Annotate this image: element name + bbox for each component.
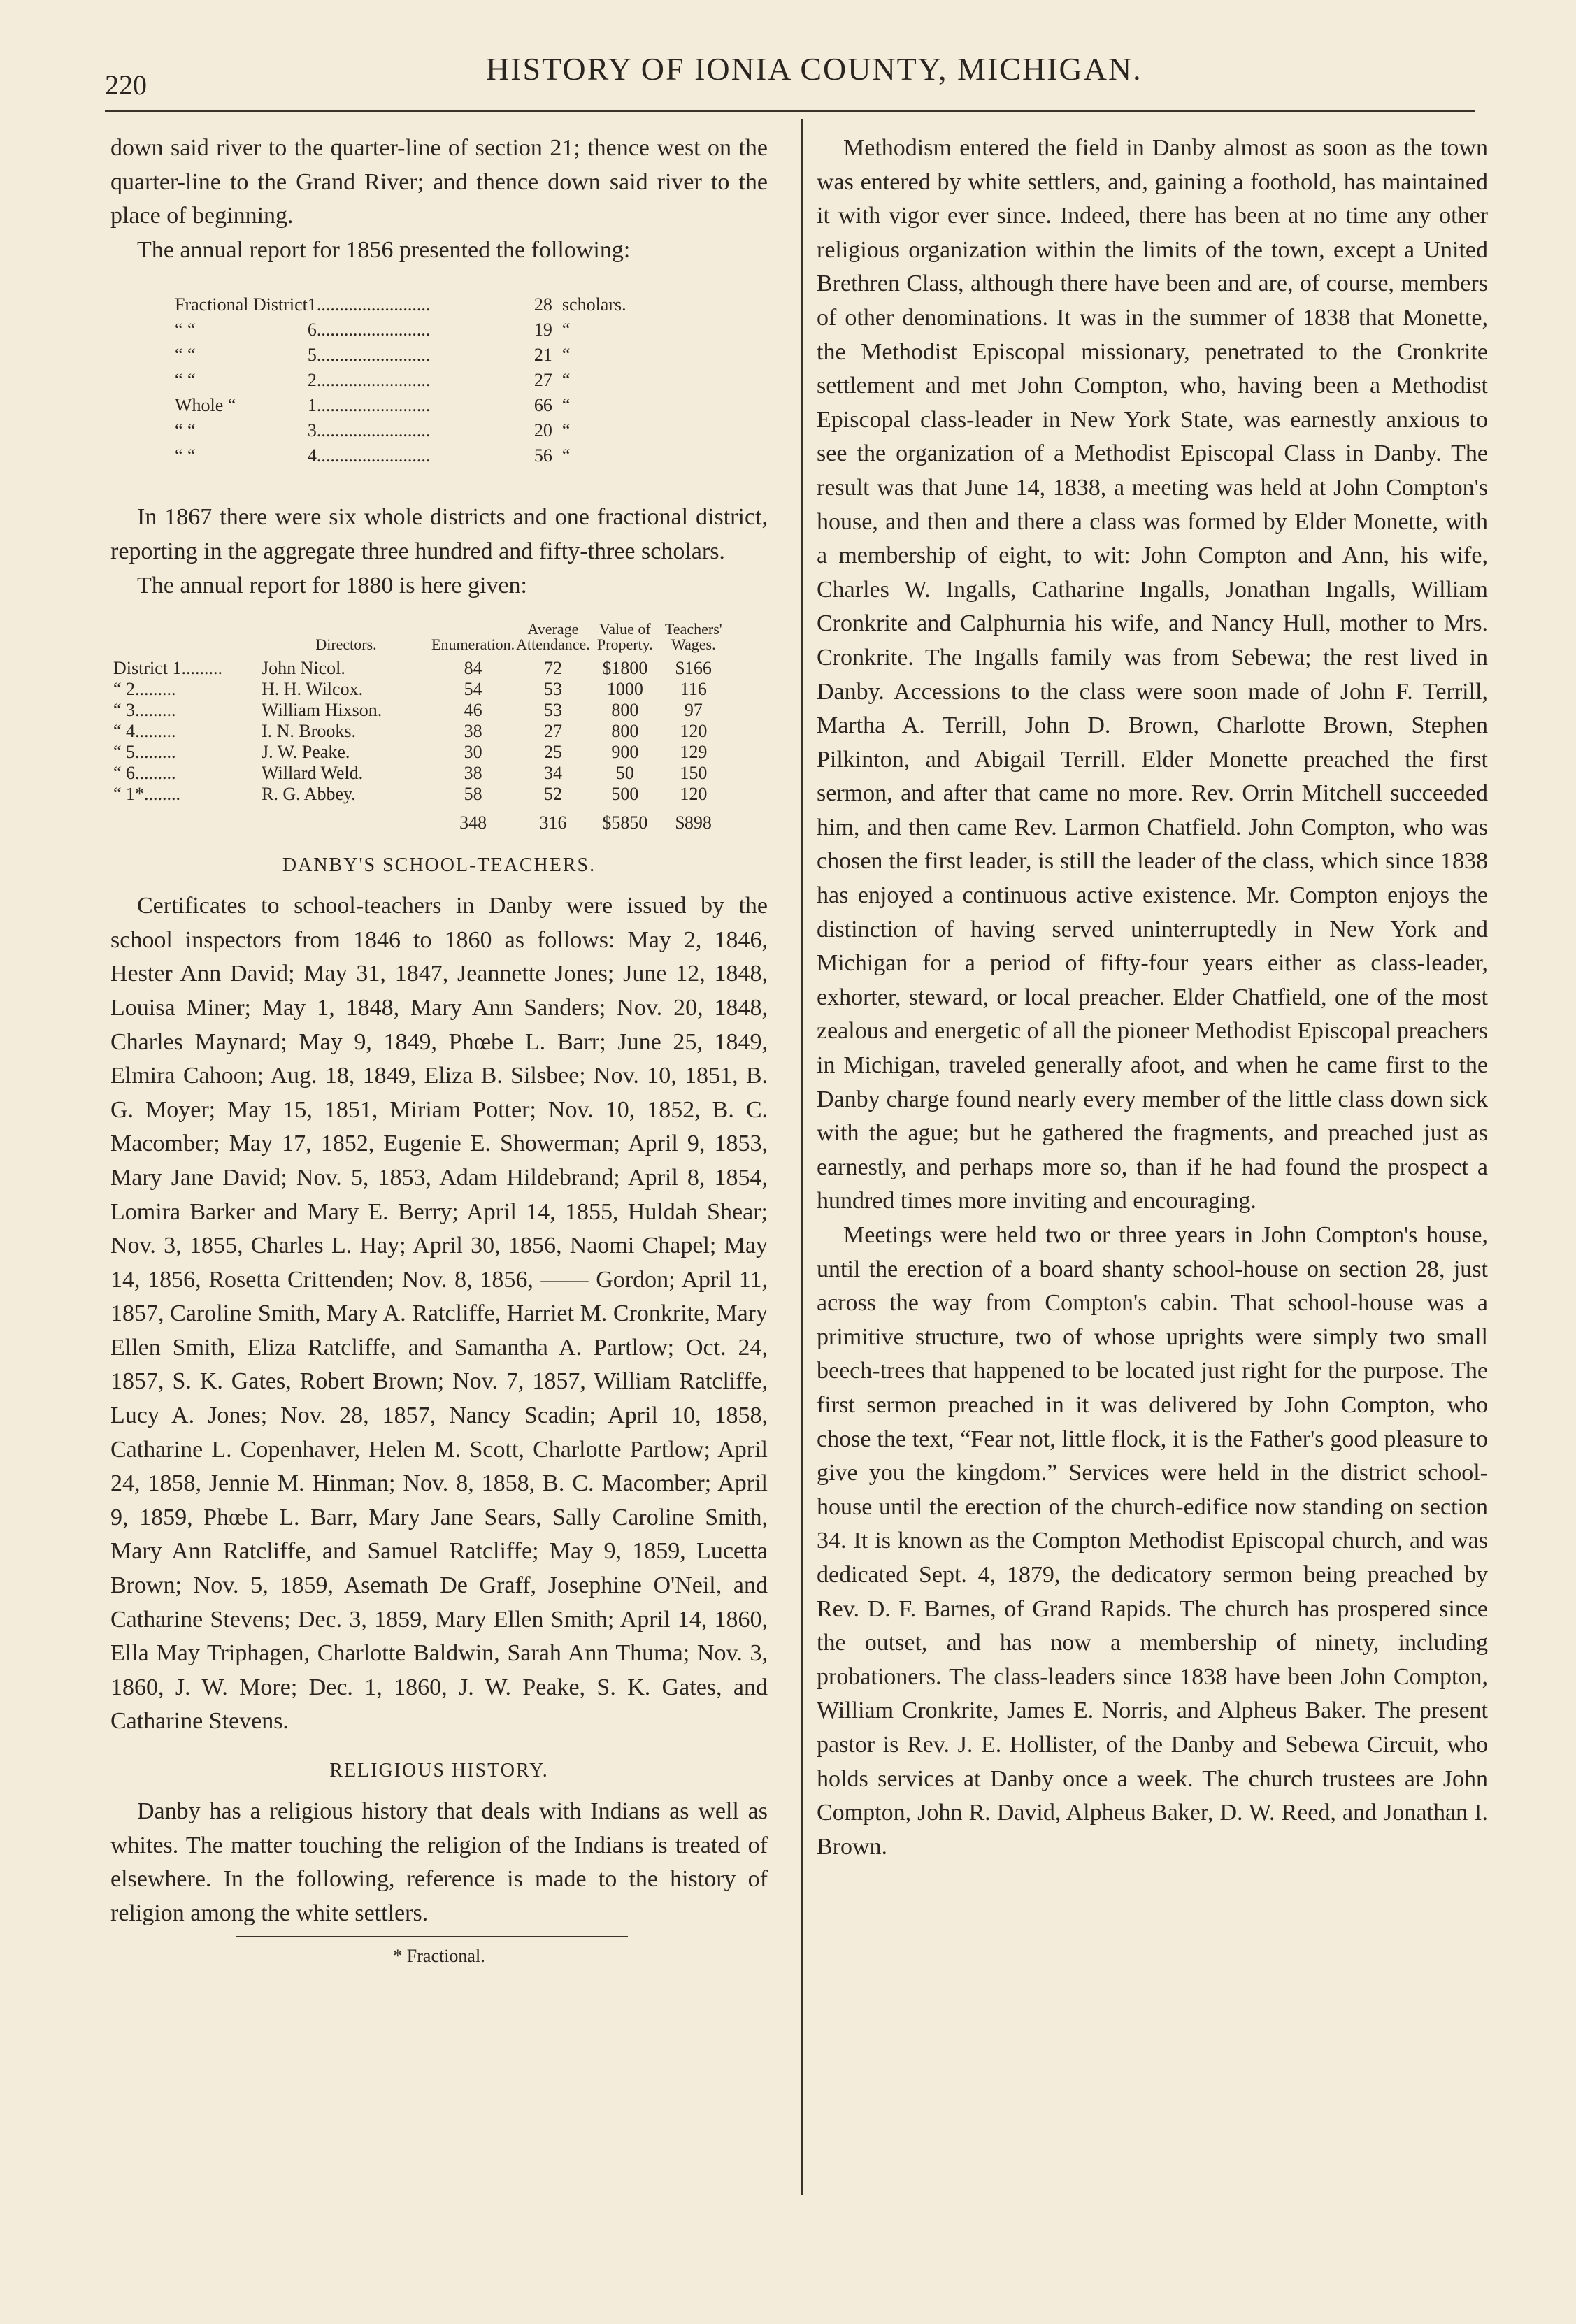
page-number: 220	[105, 69, 147, 101]
attendance: 53	[543, 700, 562, 721]
table-row: “ 3......... William Hixson. 46 53 800 97	[113, 700, 728, 721]
header-property: Value of Property.	[596, 620, 653, 654]
table-row: “ 2......... H. H. Wilcox. 54 53 1000 116	[113, 679, 728, 700]
attendance: 25	[543, 742, 562, 763]
property-value: 800	[611, 700, 639, 721]
unit-label: “	[561, 345, 571, 366]
header-attendance: Average Attendance.	[516, 620, 590, 654]
scholar-count: 28	[533, 294, 552, 315]
paragraph-religious-history: Danby has a religious history that deals with Indians as well as whites. The matter touching the religion of the Indians is treated of elsewhere. In the following, reference is made to the history of religion among the white settlers.	[110, 1798, 768, 1926]
table-row: “ “ 5......................... 21 “	[175, 343, 626, 368]
district: District 1	[113, 658, 182, 679]
district: “ 3	[113, 700, 136, 721]
district-kind: “ “	[175, 420, 196, 441]
table-row: Whole “ 1......................... 66 “	[175, 393, 626, 418]
unit-label: “	[561, 445, 571, 466]
total-attendance: 316	[515, 805, 591, 834]
left-column	[110, 131, 768, 1967]
district: “ 2	[113, 679, 136, 700]
enumeration: 46	[464, 700, 482, 721]
table-row: Fractional District 1......................... 28 scholars.	[175, 292, 626, 317]
header-rule	[105, 110, 1475, 112]
attendance: 27	[543, 721, 562, 742]
total-property: $5850	[591, 805, 659, 834]
header-directors: Directors.	[315, 636, 377, 654]
paragraph-report-1856-intro: The annual report for 1856 presented the following:	[137, 236, 631, 263]
table-row: “ “ 4......................... 56 “	[175, 443, 626, 468]
paragraph-1867: In 1867 there were six whole districts and one fractional district, reporting in the aggregate three hundred and fifty-three scholars.	[110, 504, 768, 564]
director: H. H. Wilcox.	[262, 679, 364, 700]
table-row: “ 6......... Willard Weld. 38 34 50 150	[113, 763, 728, 784]
paragraph-meetings: Meetings were held two or three years in John Compton's house, until the erection of a board shanty school-house on section 28, just across the way from Compton's cabin. That school-house was a primitive structure, two of whose uprights were simply two small beech-trees that happened to be located just right for the purpose. The first sermon preached in it was delivered by John Compton, who chose the text, “Fear not, little flock, it is the Father's good pleasure to give you the kingdom.” Services were held in the district school-house until the erection of the church-edifice now standing on section 34. It is known as the Compton Methodist Episcopal church, and was dedicated Sept. 4, 1879, the dedicatory sermon being preached by Rev. D. F. Barnes, of Grand Rapids. The church has prospered since the outset, and has now a membership of ninety, including probationers. The class-leaders since 1838 have been John Compton, William Cronkrite, James E. Norris, and Alpheus Baker. The present pastor is Rev. J. E. Hollister, of the Danby and Sebewa Circuit, who holds services at Danby once a week. The church trustees are John Compton, John R. David, Alpheus Baker, D. W. Reed, and Jonathan I. Brown.	[817, 1222, 1488, 1860]
teacher-wages: 120	[680, 784, 708, 805]
director: John Nicol.	[262, 658, 345, 679]
district-number: 1	[307, 395, 317, 416]
teacher-wages: 116	[680, 679, 707, 700]
enumeration: 30	[464, 742, 482, 763]
footnote-rule	[236, 1936, 628, 1937]
attendance: 34	[543, 763, 562, 784]
table-row: District 1......... John Nicol. 84 72 $1800 $166	[113, 658, 728, 679]
header-wages: Teachers' Wages.	[664, 620, 722, 654]
director: Willard Weld.	[262, 763, 364, 784]
director: R. G. Abbey.	[262, 784, 356, 805]
scholar-count: 56	[533, 445, 552, 466]
teacher-wages: 97	[684, 700, 703, 721]
unit-label: “	[561, 420, 571, 441]
teacher-wages: 120	[680, 721, 708, 742]
unit-label: “	[561, 320, 571, 340]
enumeration: 84	[464, 658, 482, 679]
district: “ 5	[113, 742, 136, 763]
district-number: 5	[307, 345, 317, 366]
district-number: 1	[307, 294, 317, 315]
teacher-wages: 150	[680, 763, 708, 784]
attendance: 52	[543, 784, 562, 805]
footnote: * Fractional.	[393, 1946, 485, 1967]
heading-religious-history: RELIGIOUS HISTORY.	[329, 1760, 549, 1781]
scholar-count: 66	[533, 395, 552, 416]
table-row: “ 4......... I. N. Brooks. 38 27 800 120	[113, 721, 728, 742]
director: J. W. Peake.	[262, 742, 350, 763]
table-row: “ “ 2......................... 27 “	[175, 368, 626, 393]
header-enumeration: Enumeration.	[431, 636, 515, 654]
director: I. N. Brooks.	[262, 721, 357, 742]
attendance: 53	[543, 679, 562, 700]
unit-label: scholars.	[561, 294, 626, 315]
district-number: 3	[307, 420, 317, 441]
property-value: 50	[615, 763, 634, 784]
district-kind: “ “	[175, 370, 196, 391]
right-column	[817, 131, 1488, 1864]
attendance: 72	[543, 658, 562, 679]
total-wages: $898	[659, 805, 728, 834]
paragraph-methodism: Methodism entered the field in Danby almost as soon as the town was entered by white settlers, and, gaining a foothold, has maintained it with vigor ever since. Indeed, there has been at no time any other religious organization within the limits of the town, except a United Brethren Class, although there have been and are, of course, members of other denominations. It was in the summer of 1838 that Monette, the Methodist Episcopal missionary, penetrated to the Cronkrite settlement and met John Compton, who, having been a Methodist Episcopal class-leader in New York State, was earnestly anxious to see the organization of a Methodist Episcopal Class in Danby. The result was that June 14, 1838, a meeting was held at John Compton's house, and then and there a class was formed by Elder Monette, with a membership of eight, to wit: John Compton and Ann, his wife, Charles W. Ingalls, Catharine Ingalls, Jonathan Ingalls, William Cronkrite and Calphurnia his wife, and Nancy Hull, mother to Mrs. Cronkrite. The Ingalls family was from Sebewa; the rest lived in Danby. Accessions to the class were soon made of John F. Terrill, Martha A. Terrill, John D. Brown, Charlotte Brown, Stephen Pilkinton, and Abigail Terrill. Elder Monette preached the first sermon, and after that came no more. Rev. Orrin Mitchell succeeded him, and then came Rev. Larmon Chatfield. John Compton, who was chosen the first leader, is still the leader of the class, which since 1838 has enjoyed a continuous active existence. Mr. Compton enjoys the distinction of having served uninterruptedly in New York and Michigan for a period of fifty-four years either as class-leader, exhorter, steward, or local preacher. Elder Chatfield, one of the most zealous and energetic of all the pioneer Methodist Episcopal preachers in Michigan, traveled generally afoot, and when he came first to the Danby charge found nearly every member of the little class down sick with the ague; but he gathered the fragments, and preached just as earnestly, and perhaps more so, than if he had found the prospect a hundred times more inviting and encouraging.	[817, 135, 1488, 1214]
page-header	[105, 50, 1468, 106]
teacher-wages: 129	[680, 742, 708, 763]
enumeration: 54	[464, 679, 482, 700]
table-header-row	[113, 621, 728, 658]
heading-school-teachers: DANBY'S SCHOOL-TEACHERS.	[282, 854, 596, 877]
enumeration: 38	[464, 763, 482, 784]
paragraph-boundary-end: down said river to the quarter-line of section 21; thence west on the quarter-line to the Grand River; and thence down said river to the place of beginning.	[110, 135, 768, 229]
scholar-count: 20	[533, 420, 552, 441]
column-divider	[801, 119, 803, 2195]
scholar-count: 27	[533, 370, 552, 391]
district-kind: Fractional District	[175, 294, 308, 315]
totals-row	[113, 805, 728, 834]
property-value: 1000	[606, 679, 643, 700]
district-kind: Whole “	[175, 395, 236, 416]
district: “ 6	[113, 763, 136, 784]
district-kind: “ “	[175, 345, 196, 366]
total-enumeration: 348	[431, 805, 515, 834]
unit-label: “	[561, 370, 571, 391]
enumeration: 38	[464, 721, 482, 742]
paragraph-school-teachers: Certificates to school-teachers in Danby were issued by the school inspectors from 1846 to 1860 as follows: May 2, 1846, Hester Ann David; May 31, 1847, Jeannette Jones; June 12, 1848, Louisa Miner; May 1, 1848, Mary Ann Sanders; Nov. 20, 1848, Charles Maynard; May 9, 1849, Phœbe L. Barr; June 25, 1849, Elmira Cahoon; Aug. 18, 1849, Eliza B. Silsbee; Nov. 10, 1851, B. G. Moyer; May 15, 1851, Miriam Potter; Nov. 10, 1852, B. C. Macomber; May 17, 1852, Eugenie E. Showerman; April 9, 1853, Mary Jane David; Nov. 5, 1853, Adam Hildebrand; April 8, 1854, Lomira Barker and Mary E. Berry; April 14, 1855, Huldah Shear; Nov. 3, 1855, Charles L. Hay; April 30, 1856, Naomi Chapel; May 14, 1856, Rosetta Crittenden; Nov. 8, 1856, —— Gordon; April 11, 1857, Caroline Smith, Mary A. Ratcliffe, Harriet M. Cronkrite, Mary Ellen Smith, Eliza Ratcliffe, and Samantha A. Partlow; Oct. 24, 1857, S. K. Gates, Robert Brown; Nov. 7, 1857, William Ratcliffe, Lucy A. Jones; Nov. 28, 1857, Nancy Scadin; April 10, 1858, Catharine L. Copenhaver, Helen M. Scott, Charlotte Partlow; April 24, 1858, Jennie M. Hinman; Nov. 8, 1858, B. C. Macomber; April 9, 1859, Phœbe L. Barr, Mary Jane Sears, Sally Caroline Smith, Mary Ann Ratcliffe, and Samuel Ratcliffe; May 9, 1859, Lucetta Brown; Nov. 5, 1859, Asemath De Graff, Josephine O'Neil, and Catharine Stevens; Dec. 3, 1859, Mary Ellen Smith; April 14, 1860, Ella May Triphagen, Charlotte Baldwin, Sarah Ann Thuma; Nov. 3, 1860, J. W. More; Dec. 1, 1860, J. W. Peake, S. K. Gates, and Catharine Stevens.	[110, 893, 768, 1735]
property-value: $1800	[602, 658, 648, 679]
report-1880-table	[113, 621, 728, 833]
director: William Hixson.	[262, 700, 382, 721]
district-number: 2	[307, 370, 317, 391]
district-number: 4	[307, 445, 317, 466]
enumeration: 58	[464, 784, 482, 805]
property-value: 900	[611, 742, 639, 763]
district-kind: “ “	[175, 320, 196, 340]
running-title: HISTORY OF IONIA COUNTY, MICHIGAN.	[486, 51, 1142, 87]
report-1856-table	[175, 292, 626, 468]
table-row: “ 1*........ R. G. Abbey. 58 52 500 120	[113, 784, 728, 805]
property-value: 500	[611, 784, 639, 805]
district-kind: “ “	[175, 445, 196, 466]
property-value: 800	[611, 721, 639, 742]
paragraph-report-1880-intro: The annual report for 1880 is here given:	[137, 572, 527, 598]
table-row: “ “ 3......................... 20 “	[175, 418, 626, 443]
scholar-count: 19	[533, 320, 552, 340]
teacher-wages: $166	[675, 658, 712, 679]
scholar-count: 21	[533, 345, 552, 366]
table-row: “ 5......... J. W. Peake. 30 25 900 129	[113, 742, 728, 763]
unit-label: “	[561, 395, 571, 416]
district: “ 4	[113, 721, 136, 742]
district: “ 1*	[113, 784, 145, 805]
table-row: “ “ 6......................... 19 “	[175, 317, 626, 343]
district-number: 6	[307, 320, 317, 340]
